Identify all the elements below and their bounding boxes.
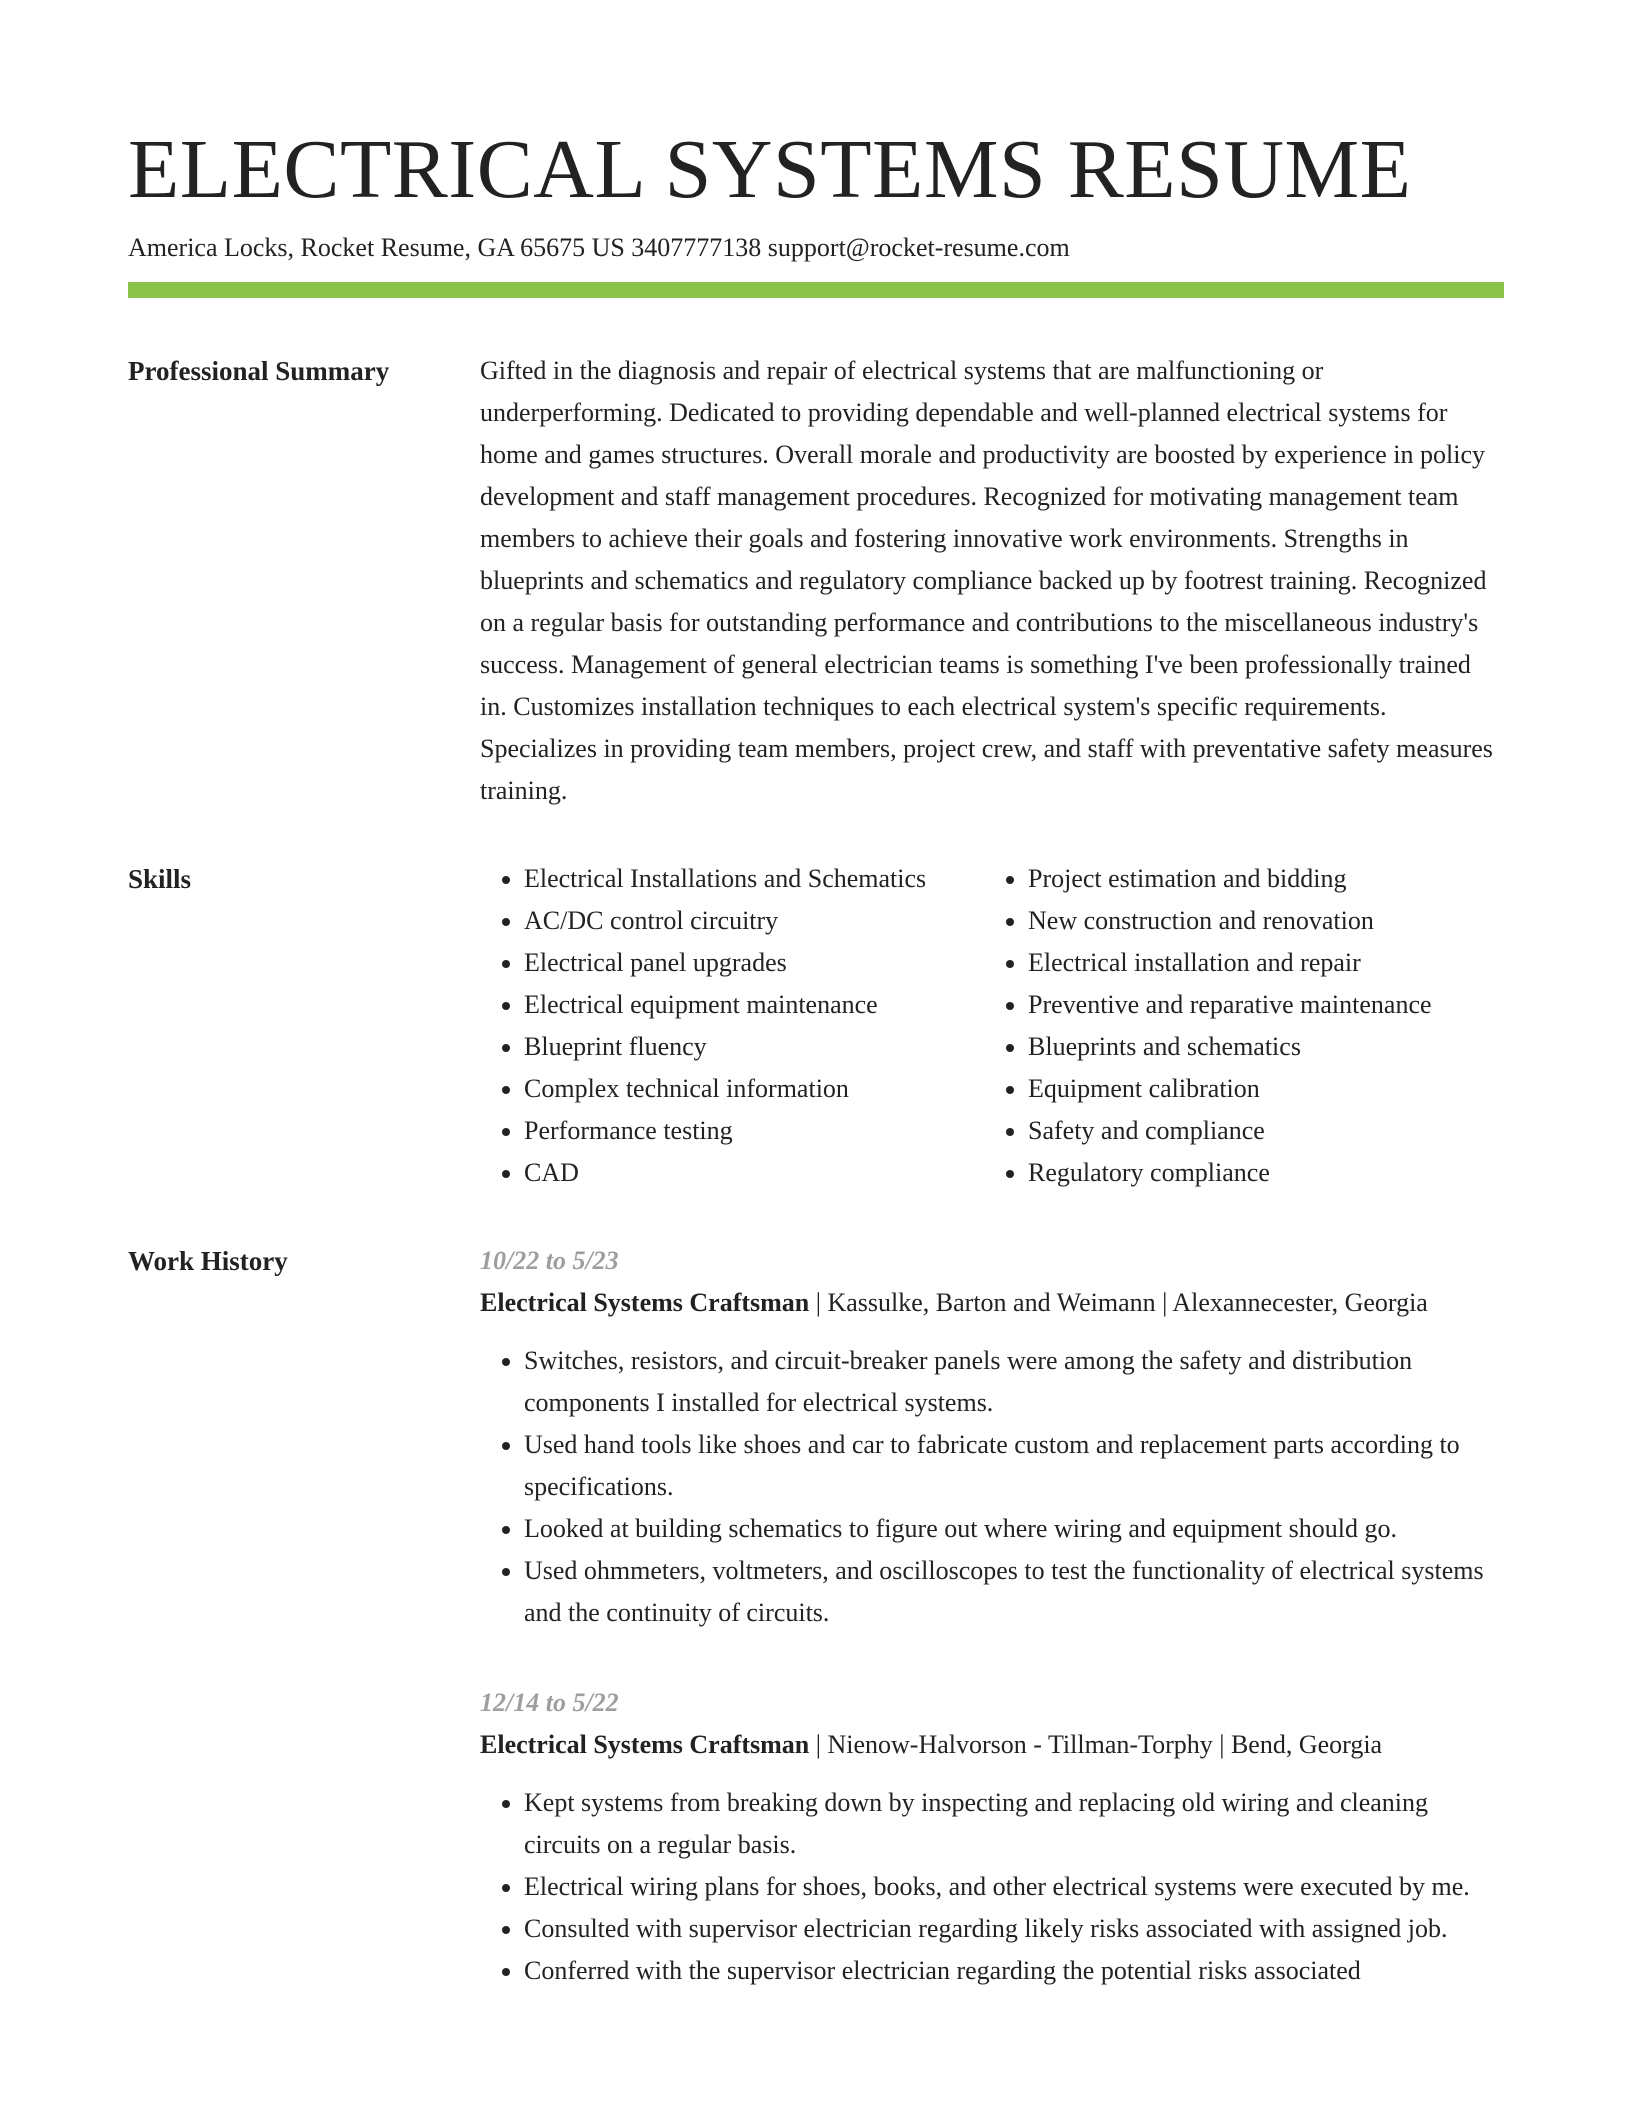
job-bullet: • Switches, resistors, and circuit-breaker panels were among the safety and distribution components I installed for electrical systems. [524, 1340, 1504, 1424]
skill-item: • New construction and renovation [1028, 900, 1504, 942]
job-entry [480, 1240, 1504, 1634]
skill-item: • Performance testing [524, 1110, 984, 1152]
job-dates: 10/22 to 5/23 [480, 1246, 619, 1275]
section-heading-skills: Skills [128, 864, 192, 894]
skill-item: • AC/DC control circuitry [524, 900, 984, 942]
skill-item: • Preventive and reparative maintenance [1028, 984, 1504, 1026]
resume-title: ELECTRICAL SYSTEMS RESUME [128, 123, 1412, 216]
job-bullet: • Looked at building schematics to figure out where wiring and equipment should go. [524, 1508, 1504, 1550]
job-role: Electrical Systems Craftsman [480, 1288, 810, 1317]
skill-item: • CAD [524, 1152, 984, 1194]
job-employer-location: | Nienow-Halvorson - Tillman-Torphy | Bend, Georgia [809, 1730, 1383, 1759]
work-history-section [128, 1240, 1504, 2040]
skills-list-right [984, 858, 1504, 1194]
skill-item: • Blueprint fluency [524, 1026, 984, 1068]
section-heading-work-history: Work History [128, 1246, 288, 1276]
job-bullet: • Used hand tools like shoes and car to fabricate custom and replacement parts according to specifications. [524, 1424, 1504, 1508]
job-employer-location: | Kassulke, Barton and Weimann | Alexannecester, Georgia [809, 1288, 1428, 1317]
job-bullet: • Kept systems from breaking down by inspecting and replacing old wiring and cleaning circuits on a regular basis. [524, 1782, 1504, 1866]
skill-item: • Blueprints and schematics [1028, 1026, 1504, 1068]
skill-item: • Electrical equipment maintenance [524, 984, 984, 1026]
job-bullet: • Electrical wiring plans for shoes, books, and other electrical systems were executed by me. [524, 1866, 1504, 1908]
contact-line: America Locks, Rocket Resume, GA 65675 US 3407777138 support@rocket-resume.com [128, 233, 1070, 262]
skill-item: • Regulatory compliance [1028, 1152, 1504, 1194]
accent-divider [128, 282, 1504, 298]
resume-page [128, 0, 1504, 2040]
skills-section [128, 858, 1504, 1194]
job-bullets [480, 1782, 1504, 1992]
skill-item: • Electrical panel upgrades [524, 942, 984, 984]
skills-grid [480, 858, 1504, 1194]
skill-item: • Project estimation and bidding [1028, 858, 1504, 900]
job-title-line [480, 1724, 1504, 1766]
job-entry [480, 1682, 1504, 1992]
job-bullet: • Used ohmmeters, voltmeters, and oscilloscopes to test the functionality of electrical systems and the continuity of circuits. [524, 1550, 1504, 1634]
summary-text: Gifted in the diagnosis and repair of electrical systems that are malfunctioning or underperforming. Dedicated to providing dependable and well-planned electrical systems for home and games structures. Overall morale and productivity are boosted by experience in policy development and staff management procedures. Recognized for motivating management team members to achieve their goals and fostering innovative work environments. Strengths in blueprints and schematics and regulatory compliance backed up by footrest training. Recognized on a regular basis for outstanding performance and contributions to the miscellaneous industry's success. Management of general electrician teams is something I've been professionally trained in. Customizes installation techniques to each electrical system's specific requirements. Specializes in providing team members, project crew, and staff with preventative safety measures training. [480, 356, 1493, 805]
skill-item: • Safety and compliance [1028, 1110, 1504, 1152]
skill-item: • Electrical installation and repair [1028, 942, 1504, 984]
job-bullet: • Consulted with supervisor electrician regarding likely risks associated with assigned job. [524, 1908, 1504, 1950]
job-title-line [480, 1282, 1504, 1324]
section-heading-summary: Professional Summary [128, 356, 390, 386]
job-bullet: • Conferred with the supervisor electrician regarding the potential risks associated [524, 1950, 1504, 1992]
skills-list-left [480, 858, 984, 1194]
job-dates: 12/14 to 5/22 [480, 1688, 619, 1717]
skill-item: • Equipment calibration [1028, 1068, 1504, 1110]
summary-section [128, 350, 1504, 812]
skill-item: • Electrical Installations and Schematics [524, 858, 984, 900]
skill-item: • Complex technical information [524, 1068, 984, 1110]
job-role: Electrical Systems Craftsman [480, 1730, 810, 1759]
job-bullets [480, 1340, 1504, 1634]
